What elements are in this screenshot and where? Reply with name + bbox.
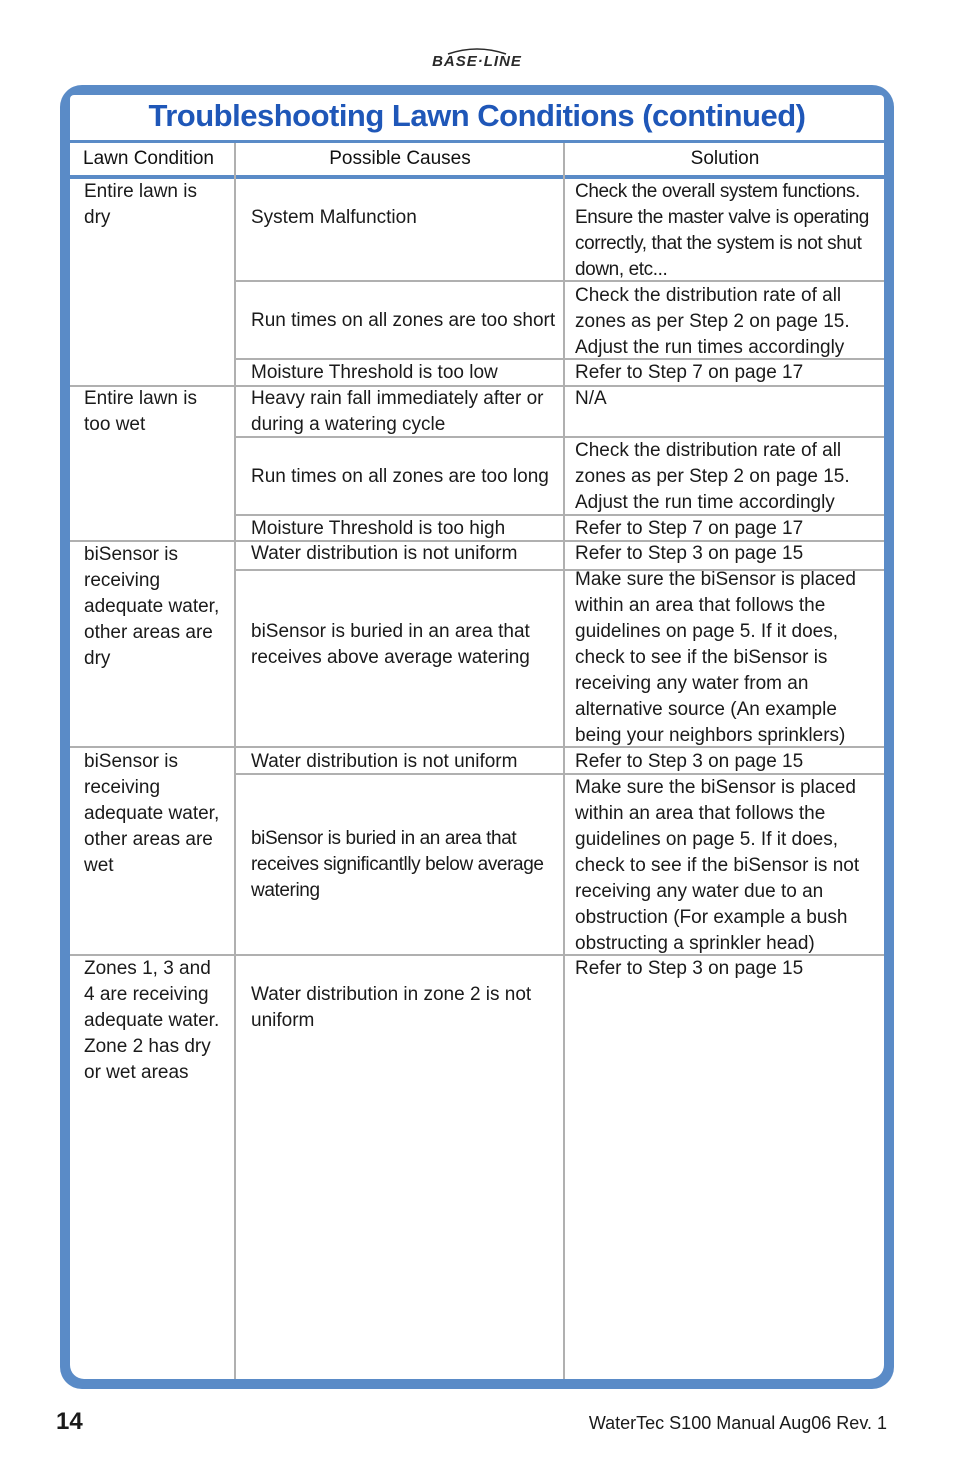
document-name: WaterTec S100 Manual Aug06 Rev. 1 [588, 1413, 887, 1433]
page-number: 14 [56, 1408, 83, 1435]
cause-cell: Water distribution in zone 2 is not uniform [251, 984, 532, 1031]
column-divider [563, 143, 565, 1379]
cause-cell: Water distribution is not uniform [251, 543, 518, 564]
condition-cell: biSensor is receiving adequate water, other areas are wet [84, 751, 220, 876]
cause-cell: biSensor is buried in an area that receives above average watering [251, 621, 530, 668]
cause-cell: System Malfunction [251, 207, 417, 228]
condition-cell: Zones 1, 3 and 4 are receiving adequate water. Zone 2 has dry or wet areas [84, 958, 220, 1083]
solution-cell: Refer to Step 3 on page 15 [575, 543, 804, 564]
solution-cell: Check the distribution rate of all zones as per Step 2 on page 15. Adjust the run time accordingly [575, 440, 850, 513]
page-title: Troubleshooting Lawn Conditions (continued) [148, 98, 806, 133]
solution-cell: N/A [575, 388, 607, 409]
solution-cell: Refer to Step 7 on page 17 [575, 518, 804, 539]
condition-cell: Entire lawn is too wet [84, 388, 197, 435]
solution-cell: Make sure the biSensor is placed within an area that follows the guidelines on page 5. If it does, check to see if the biSensor is not receiving any water due to an obstruction (For example a bush obstructing a sprinkler head) [575, 777, 860, 954]
solution-cell: Refer to Step 3 on page 15 [575, 958, 804, 979]
cause-cell: Heavy rain fall immediately after or during a watering cycle [251, 388, 544, 435]
col-header-causes: Possible Causes [329, 148, 471, 169]
solution-cell: Refer to Step 7 on page 17 [575, 362, 804, 383]
column-divider [234, 143, 236, 1379]
col-header-condition: Lawn Condition [83, 148, 214, 169]
condition-cell: Entire lawn is dry [84, 181, 197, 228]
base-line-logo [404, 46, 550, 70]
title-rule [70, 140, 884, 143]
cause-cell: Run times on all zones are too long [251, 466, 549, 487]
cause-cell: biSensor is buried in an area that receives significantlly below average watering [251, 828, 544, 901]
condition-cell: biSensor is receiving adequate water, other areas are dry [84, 544, 220, 669]
solution-cell: Check the overall system functions. Ensure the master valve is operating correctly, that the system is not shut down, etc... [575, 181, 869, 280]
col-header-solution: Solution [690, 148, 760, 169]
table-panel [70, 95, 884, 1379]
cause-cell: Moisture Threshold is too high [251, 518, 506, 539]
cause-cell: Run times on all zones are too short [251, 310, 556, 331]
solution-cell: Make sure the biSensor is placed within an area that follows the guidelines on page 5. If it does, check to see if the biSensor is receiving any water from an alternative source (An example being your neighbors sprinklers) [575, 569, 856, 746]
cause-cell: Water distribution is not uniform [251, 751, 518, 772]
cause-cell: Moisture Threshold is too low [251, 362, 498, 383]
solution-cell: Check the distribution rate of all zones as per Step 2 on page 15. Adjust the run times accordingly [575, 285, 850, 358]
logo-text: BASE·LINE [432, 53, 522, 70]
solution-cell: Refer to Step 3 on page 15 [575, 751, 804, 772]
